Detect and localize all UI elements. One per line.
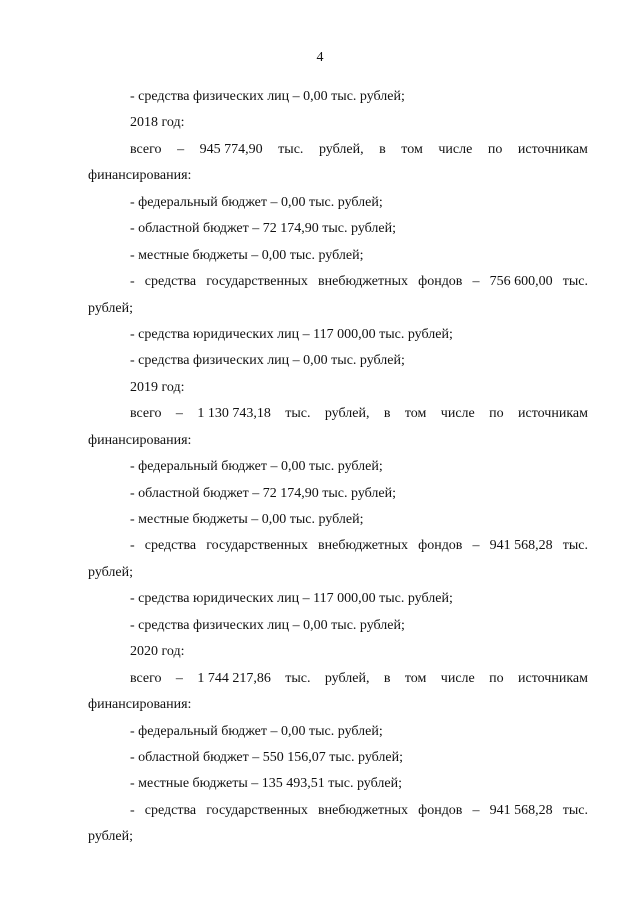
text-word: государственных bbox=[206, 274, 308, 290]
indented-text-line: - областной бюджет – 550 156,07 тыс. рублей; bbox=[130, 749, 403, 765]
text-word: том bbox=[401, 141, 423, 157]
indented-text-line: 2018 год: bbox=[130, 115, 185, 131]
text-word: 941 568,28 bbox=[489, 802, 553, 818]
text-word: по bbox=[489, 406, 504, 422]
text-word: средства bbox=[144, 538, 197, 554]
text-word: фондов bbox=[418, 538, 463, 554]
text-line: рублей; bbox=[88, 300, 133, 316]
text-line: финансирования: bbox=[88, 432, 192, 448]
indented-text-line: 2019 год: bbox=[130, 379, 185, 395]
text-word: – bbox=[177, 141, 185, 157]
text-word: фондов bbox=[418, 274, 463, 290]
indented-text-line: - федеральный бюджет – 0,00 тыс. рублей; bbox=[130, 459, 383, 475]
text-word: 1 744 217,86 bbox=[197, 670, 271, 686]
text-word: всего bbox=[130, 406, 162, 422]
indented-text-line: - местные бюджеты – 0,00 тыс. рублей; bbox=[130, 512, 364, 527]
text-word: всего bbox=[130, 670, 162, 686]
text-word: всего bbox=[130, 141, 162, 157]
indented-text-line: - областной бюджет – 72 174,90 тыс. рублей; bbox=[130, 221, 396, 237]
text-word: тыс. bbox=[562, 802, 588, 818]
justified-text-line bbox=[88, 137, 588, 163]
text-word: 1 130 743,18 bbox=[197, 406, 271, 422]
text-word: средства bbox=[144, 802, 197, 818]
text-word: в bbox=[383, 670, 391, 686]
text-word: в bbox=[383, 406, 391, 422]
text-word: - bbox=[130, 802, 135, 818]
text-word: 941 568,28 bbox=[489, 538, 553, 554]
text-word: – bbox=[175, 406, 183, 422]
text-word: государственных bbox=[206, 538, 308, 554]
text-word: числе bbox=[438, 141, 473, 157]
indented-text-line: - средства физических лиц – 0,00 тыс. рублей; bbox=[130, 617, 405, 633]
text-word: 945 774,90 bbox=[199, 141, 263, 157]
indented-text-line: - местные бюджеты – 0,00 тыс. рублей; bbox=[130, 247, 364, 263]
text-line: рублей; bbox=[88, 829, 133, 845]
text-word: – bbox=[472, 274, 480, 290]
text-word: – bbox=[472, 538, 480, 554]
indented-text-line: - местные бюджеты – 135 493,51 тыс. рублей; bbox=[130, 776, 402, 792]
text-word: числе bbox=[440, 406, 475, 422]
text-word: тыс. bbox=[278, 141, 304, 157]
justified-text-line bbox=[88, 798, 588, 824]
text-word: по bbox=[489, 670, 504, 686]
justified-text-line bbox=[88, 533, 588, 559]
text-word: средства bbox=[144, 274, 197, 290]
text-word: внебюджетных bbox=[318, 802, 409, 818]
text-word: фондов bbox=[418, 802, 463, 818]
text-word: том bbox=[404, 406, 427, 422]
text-word: государственных bbox=[206, 802, 308, 818]
indented-text-line: - средства юридических лиц – 117 000,00 тыс. рублей; bbox=[130, 326, 453, 342]
text-word: – bbox=[175, 670, 183, 686]
text-word: тыс. bbox=[285, 406, 311, 422]
text-word: источникам bbox=[518, 406, 588, 422]
text-word: по bbox=[487, 141, 503, 157]
indented-text-line: 2020 год: bbox=[130, 644, 185, 660]
text-line: финансирования: bbox=[88, 168, 192, 184]
text-word: источникам bbox=[518, 670, 588, 686]
text-word: рублей, bbox=[318, 141, 364, 157]
text-word: тыс. bbox=[285, 670, 311, 686]
text-word: - bbox=[130, 538, 135, 554]
text-line: финансирования: bbox=[88, 697, 192, 713]
text-word: рублей, bbox=[324, 670, 370, 686]
text-word: числе bbox=[440, 670, 475, 686]
justified-text-line bbox=[88, 401, 588, 427]
text-word: рублей, bbox=[324, 406, 370, 422]
text-word: источникам bbox=[517, 141, 588, 157]
page-number: 4 bbox=[316, 50, 324, 65]
indented-text-line: - средства юридических лиц – 117 000,00 тыс. рублей; bbox=[130, 591, 453, 607]
indented-text-line: - федеральный бюджет – 0,00 тыс. рублей; bbox=[130, 723, 383, 739]
text-word: тыс. bbox=[562, 274, 588, 290]
indented-text-line: - средства физических лиц – 0,00 тыс. рублей; bbox=[130, 89, 405, 104]
indented-text-line: - областной бюджет – 72 174,90 тыс. рублей; bbox=[130, 485, 396, 501]
justified-text-line bbox=[88, 666, 588, 692]
text-word: внебюджетных bbox=[318, 274, 409, 290]
text-word: – bbox=[472, 802, 480, 818]
text-word: тыс. bbox=[562, 538, 588, 554]
indented-text-line: - федеральный бюджет – 0,00 тыс. рублей; bbox=[130, 194, 383, 210]
document-body bbox=[88, 84, 588, 851]
text-word: 756 600,00 bbox=[489, 274, 553, 290]
text-word: в bbox=[379, 141, 386, 157]
justified-text-line bbox=[88, 269, 588, 295]
text-word: - bbox=[130, 274, 135, 290]
text-word: том bbox=[404, 670, 427, 686]
indented-text-line: - средства физических лиц – 0,00 тыс. рублей; bbox=[130, 353, 405, 369]
text-line: рублей; bbox=[88, 564, 133, 580]
text-word: внебюджетных bbox=[318, 538, 409, 554]
